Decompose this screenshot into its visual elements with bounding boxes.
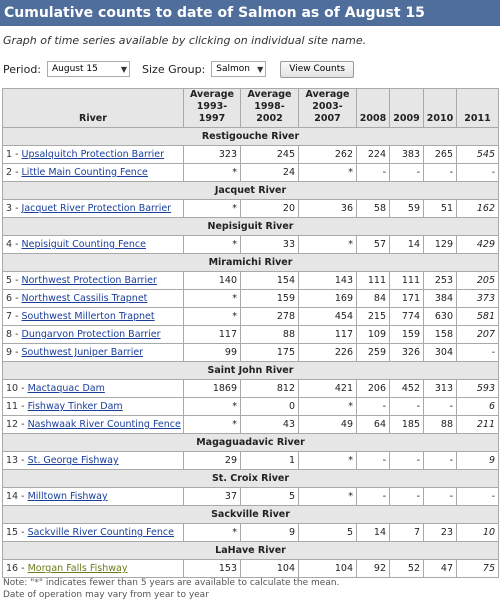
river-group-name: Magaguadavic River — [3, 434, 499, 452]
value-cell-avg-1993-1997: 323 — [184, 146, 241, 164]
site-link[interactable]: Nashwaak River Counting Fence — [27, 419, 181, 430]
site-number: 4 - — [6, 239, 22, 250]
value-cell-avg-1998-2002: 104 — [241, 560, 299, 578]
value-cell-avg-1998-2002: 43 — [241, 416, 299, 434]
chevron-down-icon: ▼ — [120, 64, 128, 74]
site-number: 16 - — [6, 563, 28, 574]
site-number: 3 - — [6, 203, 22, 214]
value-cell-2008: 57 — [357, 236, 390, 254]
river-group-row — [3, 182, 499, 200]
river-group-row — [3, 506, 499, 524]
table-row — [3, 272, 499, 290]
site-cell — [3, 290, 184, 308]
value-cell-2011: 207 — [457, 326, 499, 344]
site-number: 6 - — [6, 293, 22, 304]
value-cell-2009: 383 — [390, 146, 424, 164]
value-cell-avg-1993-1997: * — [184, 416, 241, 434]
site-cell — [3, 200, 184, 218]
col-header-2010: 2010 — [424, 89, 457, 128]
site-number: 2 - — [6, 167, 22, 178]
site-number: 11 - — [6, 401, 28, 412]
river-group-row — [3, 434, 499, 452]
footnote-dates: Date of operation may vary from year to year — [3, 590, 209, 600]
value-cell-avg-2003-2007: 226 — [299, 344, 357, 362]
size-group-select[interactable] — [211, 61, 266, 77]
value-cell-avg-1998-2002: 175 — [241, 344, 299, 362]
value-cell-avg-1993-1997: * — [184, 398, 241, 416]
value-cell-avg-2003-2007: * — [299, 236, 357, 254]
site-link[interactable]: Dungarvon Protection Barrier — [21, 329, 161, 340]
value-cell-2009: - — [390, 164, 424, 182]
site-link[interactable]: Northwest Protection Barrier — [21, 275, 157, 286]
site-link[interactable]: St. George Fishway — [27, 455, 119, 466]
river-group-name: Restigouche River — [3, 128, 499, 146]
river-group-row — [3, 362, 499, 380]
value-cell-2010: 304 — [424, 344, 457, 362]
value-cell-2010: 47 — [424, 560, 457, 578]
value-cell-avg-2003-2007: 262 — [299, 146, 357, 164]
river-group-name: Miramichi River — [3, 254, 499, 272]
value-cell-2008: - — [357, 164, 390, 182]
value-cell-avg-1998-2002: 20 — [241, 200, 299, 218]
value-cell-2009: 14 — [390, 236, 424, 254]
value-cell-avg-1998-2002: 1 — [241, 452, 299, 470]
value-cell-avg-2003-2007: 117 — [299, 326, 357, 344]
value-cell-avg-1993-1997: 153 — [184, 560, 241, 578]
river-group-name: Sackville River — [3, 506, 499, 524]
value-cell-avg-1993-1997: 37 — [184, 488, 241, 506]
site-cell — [3, 326, 184, 344]
table-row — [3, 290, 499, 308]
value-cell-2011: 205 — [457, 272, 499, 290]
river-group-name: St. Croix River — [3, 470, 499, 488]
river-group-name: Nepisiguit River — [3, 218, 499, 236]
value-cell-2009: 774 — [390, 308, 424, 326]
value-cell-avg-2003-2007: 421 — [299, 380, 357, 398]
value-cell-avg-1998-2002: 24 — [241, 164, 299, 182]
value-cell-avg-1993-1997: 99 — [184, 344, 241, 362]
value-cell-avg-1993-1997: * — [184, 308, 241, 326]
value-cell-avg-1998-2002: 33 — [241, 236, 299, 254]
period-select-value: August 15 — [52, 64, 98, 74]
value-cell-avg-1993-1997: * — [184, 164, 241, 182]
value-cell-2010: 313 — [424, 380, 457, 398]
value-cell-2011: 9 — [457, 452, 499, 470]
value-cell-avg-2003-2007: * — [299, 488, 357, 506]
site-link[interactable]: Mactaquac Dam — [27, 383, 105, 394]
col-header-avg-1993-1997: Average 1993-1997 — [184, 89, 241, 128]
value-cell-2009: - — [390, 452, 424, 470]
site-cell — [3, 524, 184, 542]
site-cell — [3, 488, 184, 506]
river-group-name: Jacquet River — [3, 182, 499, 200]
period-label: Period: — [3, 62, 42, 76]
value-cell-2010: - — [424, 164, 457, 182]
value-cell-2011: 593 — [457, 380, 499, 398]
period-select[interactable] — [47, 61, 130, 77]
value-cell-avg-1993-1997: 1869 — [184, 380, 241, 398]
site-link[interactable]: Nepisiguit Counting Fence — [21, 239, 146, 250]
value-cell-avg-1993-1997: * — [184, 200, 241, 218]
table-row — [3, 308, 499, 326]
value-cell-2009: 7 — [390, 524, 424, 542]
page-title-banner — [0, 0, 500, 26]
value-cell-2011: 10 — [457, 524, 499, 542]
value-cell-2009: - — [390, 398, 424, 416]
size-group-label: Size Group: — [142, 62, 206, 76]
value-cell-2010: 630 — [424, 308, 457, 326]
site-cell — [3, 452, 184, 470]
site-link[interactable]: Little Main Counting Fence — [21, 167, 148, 178]
site-number: 10 - — [6, 383, 28, 394]
value-cell-2011: - — [457, 164, 499, 182]
river-group-row — [3, 470, 499, 488]
river-group-name: Saint John River — [3, 362, 499, 380]
site-link[interactable]: Sackville River Counting Fence — [27, 527, 174, 538]
site-number: 14 - — [6, 491, 28, 502]
site-cell — [3, 146, 184, 164]
table-row — [3, 164, 499, 182]
table-row — [3, 380, 499, 398]
site-number: 15 - — [6, 527, 28, 538]
value-cell-2011: - — [457, 344, 499, 362]
site-number: 5 - — [6, 275, 22, 286]
value-cell-avg-2003-2007: 49 — [299, 416, 357, 434]
value-cell-avg-1993-1997: * — [184, 290, 241, 308]
site-cell — [3, 236, 184, 254]
value-cell-2008: 224 — [357, 146, 390, 164]
site-link[interactable]: Milltown Fishway — [27, 491, 108, 502]
value-cell-2011: 429 — [457, 236, 499, 254]
value-cell-2008: 64 — [357, 416, 390, 434]
value-cell-2008: 84 — [357, 290, 390, 308]
value-cell-avg-2003-2007: * — [299, 452, 357, 470]
value-cell-avg-1998-2002: 812 — [241, 380, 299, 398]
value-cell-avg-1998-2002: 154 — [241, 272, 299, 290]
table-row — [3, 398, 499, 416]
table-row — [3, 560, 499, 578]
value-cell-avg-2003-2007: 143 — [299, 272, 357, 290]
site-cell — [3, 308, 184, 326]
site-cell — [3, 398, 184, 416]
table-body — [3, 128, 499, 578]
value-cell-2008: 259 — [357, 344, 390, 362]
value-cell-2008: 206 — [357, 380, 390, 398]
value-cell-2008: 92 — [357, 560, 390, 578]
view-counts-button[interactable]: View Counts — [280, 61, 354, 78]
river-group-name: LaHave River — [3, 542, 499, 560]
value-cell-2009: 159 — [390, 326, 424, 344]
value-cell-2009: 185 — [390, 416, 424, 434]
site-number: 8 - — [6, 329, 22, 340]
value-cell-2011: 581 — [457, 308, 499, 326]
site-number: 12 - — [6, 419, 28, 430]
value-cell-2009: 52 — [390, 560, 424, 578]
site-link[interactable]: Southwest Juniper Barrier — [21, 347, 144, 358]
site-cell — [3, 272, 184, 290]
col-header-avg-1998-2002: Average 1998-2002 — [241, 89, 299, 128]
value-cell-2008: 111 — [357, 272, 390, 290]
footnotes — [3, 577, 339, 601]
value-cell-2010: 158 — [424, 326, 457, 344]
value-cell-2009: 452 — [390, 380, 424, 398]
value-cell-2009: 171 — [390, 290, 424, 308]
river-group-row — [3, 254, 499, 272]
value-cell-2010: 88 — [424, 416, 457, 434]
value-cell-2009: - — [390, 488, 424, 506]
value-cell-2010: 23 — [424, 524, 457, 542]
site-link[interactable]: Upsalquitch Protection Barrier — [21, 149, 165, 160]
value-cell-avg-1993-1997: 140 — [184, 272, 241, 290]
value-cell-2008: - — [357, 398, 390, 416]
site-link[interactable]: Jacquet River Protection Barrier — [21, 203, 172, 214]
size-group-select-value: Salmon — [216, 64, 251, 74]
value-cell-avg-1993-1997: 117 — [184, 326, 241, 344]
value-cell-2009: 111 — [390, 272, 424, 290]
value-cell-2008: 109 — [357, 326, 390, 344]
value-cell-2008: 14 — [357, 524, 390, 542]
site-link[interactable]: Northwest Cassilis Trapnet — [21, 293, 148, 304]
footnote-asterisk: Note: "*" indicates fewer than 5 years are available to calculate the mean. — [3, 578, 340, 588]
site-number: 7 - — [6, 311, 22, 322]
value-cell-2011: 373 — [457, 290, 499, 308]
value-cell-avg-1998-2002: 278 — [241, 308, 299, 326]
site-link[interactable]: Morgan Falls Fishway — [27, 563, 128, 574]
value-cell-2011: 75 — [457, 560, 499, 578]
col-header-river: River — [3, 89, 184, 128]
value-cell-2009: 59 — [390, 200, 424, 218]
site-cell — [3, 380, 184, 398]
value-cell-2010: - — [424, 452, 457, 470]
value-cell-2009: 326 — [390, 344, 424, 362]
value-cell-avg-2003-2007: 454 — [299, 308, 357, 326]
value-cell-2010: 384 — [424, 290, 457, 308]
site-cell — [3, 344, 184, 362]
value-cell-avg-1993-1997: 29 — [184, 452, 241, 470]
value-cell-avg-2003-2007: * — [299, 164, 357, 182]
site-link[interactable]: Southwest Millerton Trapnet — [21, 311, 155, 322]
river-group-row — [3, 218, 499, 236]
page-title: Cumulative counts to date of Salmon as of August 15 — [4, 5, 425, 21]
value-cell-2011: 545 — [457, 146, 499, 164]
salmon-counts-table — [2, 88, 499, 578]
value-cell-avg-1993-1997: * — [184, 236, 241, 254]
value-cell-avg-1998-2002: 245 — [241, 146, 299, 164]
table-row — [3, 236, 499, 254]
value-cell-2011: 211 — [457, 416, 499, 434]
value-cell-2008: - — [357, 452, 390, 470]
value-cell-2011: 6 — [457, 398, 499, 416]
value-cell-avg-1998-2002: 0 — [241, 398, 299, 416]
table-row — [3, 344, 499, 362]
value-cell-2011: 162 — [457, 200, 499, 218]
value-cell-2008: - — [357, 488, 390, 506]
col-header-2008: 2008 — [357, 89, 390, 128]
site-number: 9 - — [6, 347, 22, 358]
chevron-down-icon: ▼ — [257, 64, 264, 74]
table-row — [3, 524, 499, 542]
site-number: 1 - — [6, 149, 22, 160]
site-cell — [3, 164, 184, 182]
site-link[interactable]: Fishway Tinker Dam — [27, 401, 123, 412]
table-row — [3, 488, 499, 506]
value-cell-2008: 215 — [357, 308, 390, 326]
table-row — [3, 200, 499, 218]
value-cell-2010: - — [424, 398, 457, 416]
value-cell-2008: 58 — [357, 200, 390, 218]
table-row — [3, 416, 499, 434]
site-number: 13 - — [6, 455, 28, 466]
value-cell-2010: - — [424, 488, 457, 506]
value-cell-avg-1998-2002: 88 — [241, 326, 299, 344]
filter-controls — [3, 59, 354, 79]
value-cell-2010: 265 — [424, 146, 457, 164]
table-row — [3, 326, 499, 344]
page-subtitle: Graph of time series available by clicking on individual site name. — [3, 34, 367, 47]
value-cell-2010: 51 — [424, 200, 457, 218]
col-header-avg-2003-2007: Average 2003-2007 — [299, 89, 357, 128]
value-cell-avg-2003-2007: 104 — [299, 560, 357, 578]
river-group-row — [3, 542, 499, 560]
value-cell-avg-1998-2002: 159 — [241, 290, 299, 308]
value-cell-2011: - — [457, 488, 499, 506]
river-group-row — [3, 128, 499, 146]
col-header-2009: 2009 — [390, 89, 424, 128]
value-cell-avg-2003-2007: * — [299, 398, 357, 416]
value-cell-2010: 129 — [424, 236, 457, 254]
site-cell — [3, 416, 184, 434]
value-cell-avg-1998-2002: 5 — [241, 488, 299, 506]
value-cell-avg-1998-2002: 9 — [241, 524, 299, 542]
site-cell — [3, 560, 184, 578]
table-row — [3, 146, 499, 164]
value-cell-avg-2003-2007: 5 — [299, 524, 357, 542]
value-cell-avg-1993-1997: * — [184, 524, 241, 542]
col-header-2011: 2011 — [457, 89, 499, 128]
value-cell-avg-2003-2007: 169 — [299, 290, 357, 308]
table-row — [3, 452, 499, 470]
value-cell-2010: 253 — [424, 272, 457, 290]
value-cell-avg-2003-2007: 36 — [299, 200, 357, 218]
table-header-row — [3, 89, 499, 128]
